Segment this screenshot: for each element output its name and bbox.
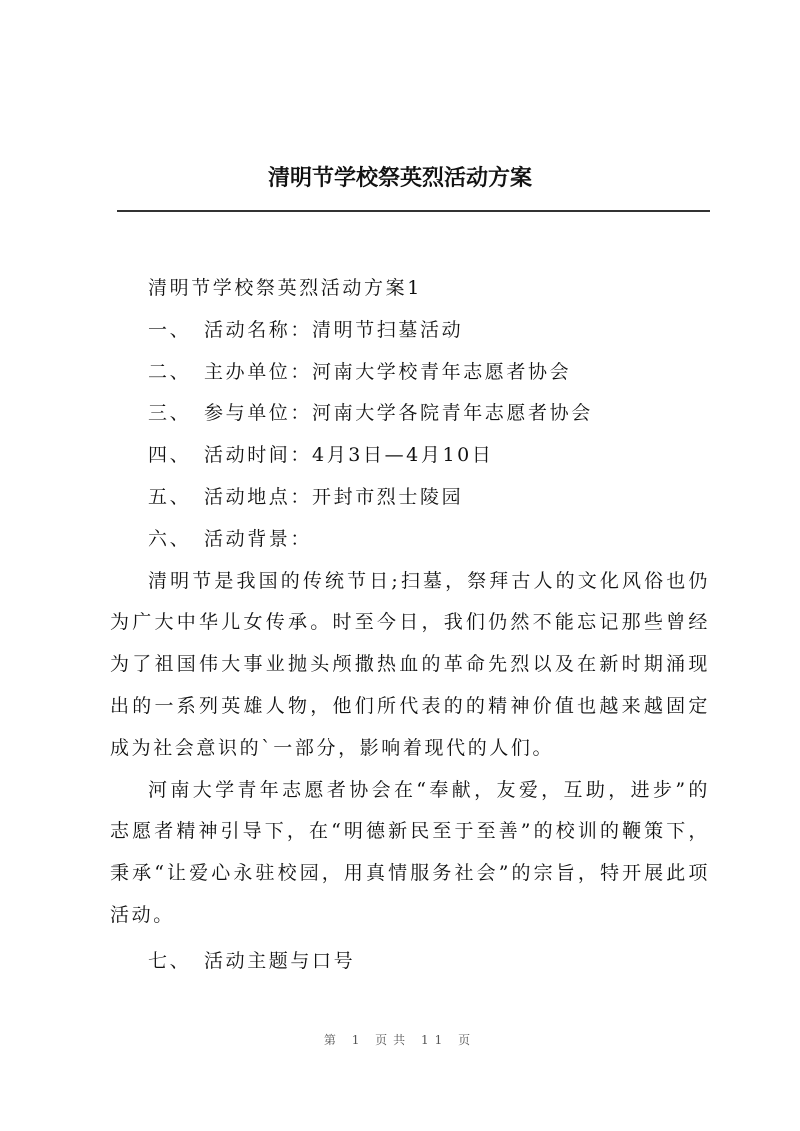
list-item <box>110 519 710 561</box>
item-text: 活动名称：清明节扫墓活动 <box>204 318 464 341</box>
item-text: 活动时间：4月3日—4月10日 <box>204 444 494 467</box>
list-item <box>110 393 710 435</box>
spirit-paragraph: 河南大学青年志愿者协会在“奉献，友爱，互助，进步”的志愿者精神引导下，在“明德新民至于至善”的校训的鞭策下，秉承“让爱心永驻校园，用真情服务社会”的宗旨，特开展此项活动。 <box>110 778 710 926</box>
page-footer: 第 1 页共 11 页 <box>323 1033 477 1047</box>
list-item <box>110 941 710 983</box>
list-item <box>110 310 710 352</box>
item-text: 活动主题与口号 <box>204 949 356 972</box>
background-paragraph: 清明节是我国的传统节日;扫墓，祭拜古人的文化风俗也仍为广大中华儿女传承。时至今日，我们仍然不能忘记那些曾经为了祖国伟大事业抛头颅撒热血的革命先烈以及在新时期涌现出的一系列英雄人物，他们所代表的的精神价值也越来越固定成为社会意识的`一部分，影响着现代的人们。 <box>110 569 710 759</box>
list-item <box>110 435 710 477</box>
document-body <box>110 268 710 983</box>
list-item <box>110 352 710 394</box>
item-text: 主办单位：河南大学校青年志愿者协会 <box>204 360 572 383</box>
item-text: 活动背景： <box>204 527 313 550</box>
document-title: 清明节学校祭英烈活动方案 <box>267 165 532 191</box>
item-number: 五、 <box>148 485 192 508</box>
item-number: 七、 <box>148 949 192 972</box>
item-number: 六、 <box>148 527 192 550</box>
item-number: 三、 <box>148 402 192 425</box>
list-item <box>110 477 710 519</box>
title-divider <box>117 210 710 212</box>
item-number: 一、 <box>148 318 192 341</box>
section-heading: 清明节学校祭英烈活动方案1 <box>148 277 422 299</box>
item-number: 四、 <box>148 444 192 467</box>
item-text: 活动地点：开封市烈士陵园 <box>204 485 464 508</box>
item-number: 二、 <box>148 360 192 383</box>
item-text: 参与单位：河南大学各院青年志愿者协会 <box>204 402 593 425</box>
